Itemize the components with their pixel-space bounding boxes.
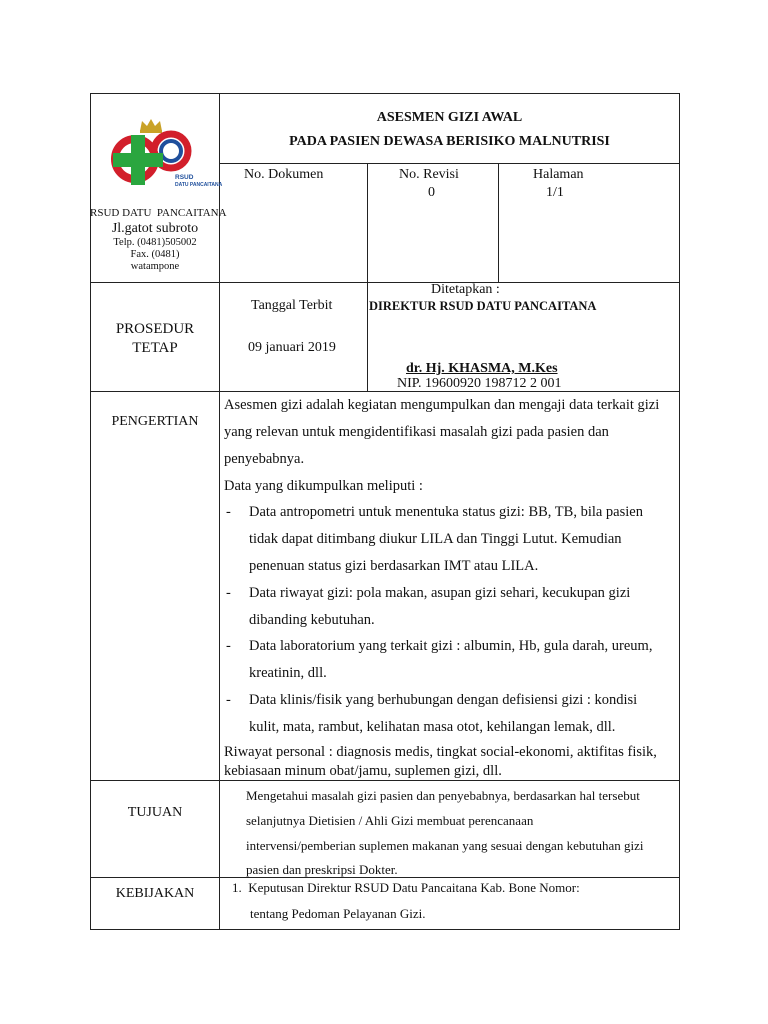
list-item-line: Data riwayat gizi: pola makan, asupan gizi sehari, kecukupan gizi <box>249 585 631 601</box>
kebijakan-line1: 1. Keputusan Direktur RSUD Datu Pancaitana Kab. Bone Nomor: <box>232 880 580 895</box>
document-title-line2: PADA PASIEN DEWASA BERISIKO MALNUTRISI <box>289 134 610 149</box>
tujuan-line4: pasien dan preskripsi Dokter. <box>246 862 398 877</box>
ditetapkan-label: Ditetapkan : <box>431 282 500 297</box>
hospital-name: RSUD DATU PANCAITANA <box>90 207 227 219</box>
director-nip: NIP. 19600920 198712 2 001 <box>397 376 562 391</box>
hospital-logo <box>101 111 223 197</box>
bullet-marker: - <box>226 692 231 708</box>
table-border-right <box>679 93 680 930</box>
table-border-top <box>90 93 680 94</box>
row-divider-pengertian <box>90 780 680 781</box>
director-title: DIREKTUR RSUD DATU PANCAITANA <box>369 299 597 313</box>
halaman-label: Halaman <box>533 167 584 182</box>
row-divider-title <box>219 163 680 164</box>
no-revisi-label: No. Revisi <box>399 167 459 182</box>
list-item-line: tidak dapat ditimbang diukur LILA dan Tinggi Lutut. Kemudian <box>249 531 622 547</box>
kebijakan-line2: tentang Pedoman Pelayanan Gizi. <box>250 906 426 921</box>
riwayat-personal-line2: kebiasaan minum obat/jamu, suplemen gizi, dll. <box>224 763 502 779</box>
pengertian-label: PENGERTIAN <box>111 414 199 429</box>
hospital-phone: Telp. (0481)505002 <box>113 237 197 248</box>
no-dokumen-label: No. Dokumen <box>244 167 324 182</box>
bullet-marker: - <box>226 504 231 520</box>
tujuan-label: TUJUAN <box>127 805 183 820</box>
column-divider-halaman <box>498 163 499 282</box>
logo-text-rsud: RSUD <box>175 174 194 181</box>
pengertian-intro-line1: Asesmen gizi adalah kegiatan mengumpulkan dan mengaji data terkait gizi <box>224 397 660 413</box>
list-item-line: Data antropometri untuk menentuka status gizi: BB, TB, bila pasien <box>249 504 643 520</box>
list-item-line: dibanding kebutuhan. <box>249 612 375 628</box>
row-divider-header <box>90 282 680 283</box>
kebijakan-label: KEBIJAKAN <box>115 886 195 901</box>
pengertian-data-heading: Data yang dikumpulkan meliputi : <box>224 478 423 494</box>
tanggal-terbit-value: 09 januari 2019 <box>248 340 336 355</box>
hospital-city: watampone <box>130 261 180 272</box>
tujuan-line3: intervensi/pemberian suplemen makanan yang sesuai dengan kebutuhan gizi <box>246 838 644 853</box>
riwayat-personal-line1: Riwayat personal : diagnosis medis, tingkat social-ekonomi, aktifitas fisik, <box>224 744 657 760</box>
tanggal-terbit-label: Tanggal Terbit <box>251 298 333 313</box>
no-revisi-value: 0 <box>428 185 435 200</box>
procedure-label-line2: TETAP <box>132 340 178 356</box>
logo-text-name: DATU PANCAITANA <box>175 182 223 188</box>
bullet-marker: - <box>226 638 231 654</box>
halaman-value: 1/1 <box>546 185 564 200</box>
list-item-line: Data klinis/fisik yang berhubungan dengan defisiensi gizi : kondisi <box>249 692 638 708</box>
bullet-marker: - <box>226 585 231 601</box>
document-title-line1: ASESMEN GIZI AWAL <box>376 110 523 125</box>
logo-inner-ring <box>161 141 181 161</box>
list-item-line: kulit, mata, rambut, kelihatan masa otot, kehilangan lemak, dll. <box>249 719 616 735</box>
pengertian-intro-line2: yang relevan untuk mengidentifikasi masalah gizi pada pasien dan <box>224 424 609 440</box>
tujuan-line2: selanjutnya Dietisien / Ahli Gizi membuat perencanaan <box>246 813 534 828</box>
pengertian-intro-line3: penyebabnya. <box>224 451 305 467</box>
procedure-label-line1: PROSEDUR <box>115 321 195 337</box>
table-border-bottom <box>90 929 680 930</box>
crown-icon <box>140 119 162 133</box>
list-item-line: penenuan status gizi berdasarkan IMT atau LILA. <box>249 558 539 574</box>
column-divider-revisi <box>367 163 368 391</box>
hospital-fax: Fax. (0481) <box>130 249 180 260</box>
list-item-line: Data laboratorium yang terkait gizi : albumin, Hb, gula darah, ureum, <box>249 638 653 654</box>
hospital-address: Jl.gatot subroto <box>111 221 199 236</box>
list-item-line: kreatinin, dll. <box>249 665 327 681</box>
tujuan-line1: Mengetahui masalah gizi pasien dan penyebabnya, berdasarkan hal tersebut <box>246 788 640 803</box>
director-name: dr. Hj. KHASMA, M.Kes <box>406 361 558 376</box>
